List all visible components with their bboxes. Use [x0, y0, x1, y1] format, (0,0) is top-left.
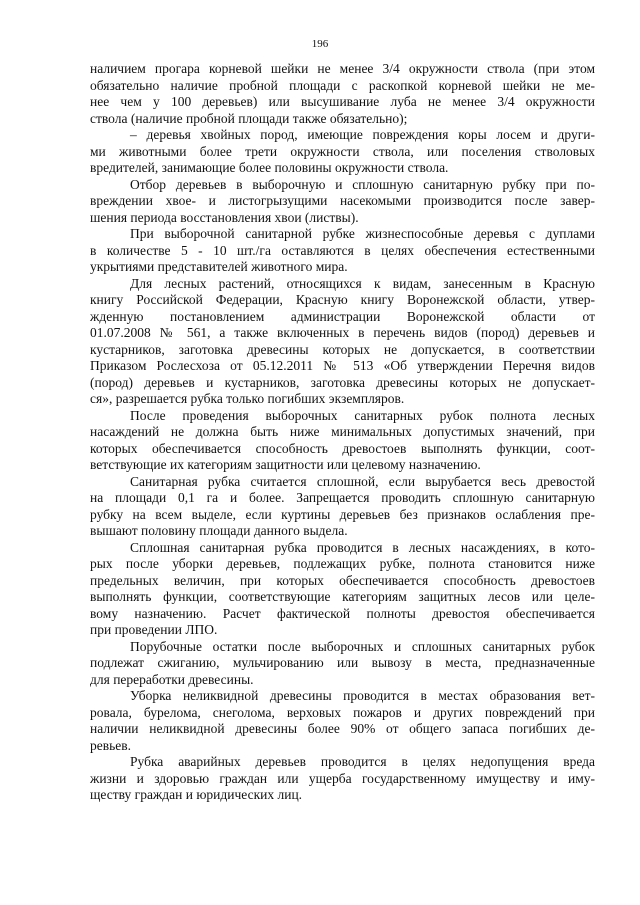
- text-line: подлежат сжиганию, мульчированию или вывозу в места, предназначенные: [90, 655, 595, 670]
- text-line: Для лесных растений, относящихся к видам, занесенным в Красную: [130, 275, 595, 291]
- text-line: предельных величин, при которых обеспечивается способность древостоев: [90, 572, 595, 588]
- text-line: которых обеспечивается способность древостоев выполнять функции, соот-: [90, 440, 595, 456]
- text-line: для переработки древесины.: [90, 671, 254, 687]
- text-line: Приказом Рослесхоза от 05.12.2011 № 513 «Об утверждении Перечня видов: [90, 358, 595, 373]
- text-line: при проведении ЛПО.: [90, 622, 218, 637]
- text-line: наличием прогара корневой шейки не менее 3/4 окружности ствола (при этом: [90, 61, 595, 76]
- text-line: жденную постановлением администрации Воронежской области от: [90, 308, 595, 324]
- text-line: вреждении хвое- и листогрызущими насекомыми производится после завер-: [90, 193, 595, 208]
- text-line: ми животными более трети окружности ствола, или поселения стволовых: [90, 143, 595, 159]
- text-line: После проведения выборочных санитарных рубок полнота лесных: [130, 407, 595, 423]
- text-line: книгу Российской Федерации, Красную книгу Воронежской области, утвер-: [90, 292, 595, 307]
- text-line: Сплошная санитарная рубка проводится в лесных насаждениях, в кото-: [130, 539, 595, 555]
- text-line: вышают половину площади данного выдела.: [90, 523, 348, 538]
- text-line: укрытиями представителей животного мира.: [90, 259, 348, 274]
- text-line: ществу граждан и юридических лиц.: [90, 787, 303, 802]
- text-line: шения периода восстановления хвои (листвы).: [90, 209, 359, 225]
- text-line: кустарников, заготовка древесины которых не допускается, в соответствии: [90, 341, 595, 357]
- page-number: 196: [311, 38, 329, 50]
- text-line: ствола (наличие пробной площади также обязательно);: [90, 110, 408, 126]
- text-line: наличии неликвидной древесины более 90% от общего запаса погибших де-: [90, 721, 595, 736]
- text-line: на площади 0,1 га и более. Запрещается проводить сплошную санитарную: [90, 490, 595, 505]
- text-line: жизни и здоровью граждан или ущерба государственному имуществу и иму-: [90, 770, 595, 786]
- text-line: выполнять функции, соответствующие категориям защитных лесов или целе-: [90, 589, 595, 604]
- text-line: ветствующие их категориям защитности или целевому назначению.: [90, 457, 481, 472]
- text-line: Рубка аварийных деревьев проводится в целях недопущения вреда: [130, 754, 595, 769]
- text-line: При выборочной санитарной рубке жизнеспособные деревья с дуплами: [130, 226, 595, 241]
- text-line: 01.07.2008 № 561, а также включенных в перечень видов (пород) деревьев и: [90, 325, 595, 340]
- text-line: Порубочные остатки после выборочных и сплошных санитарных рубок: [130, 638, 595, 654]
- text-line: (пород) деревьев и кустарников, заготовка древесины которых не допускает-: [90, 374, 595, 390]
- text-line: нее чем у 100 деревьев) или высушивание луба не менее 3/4 окружности: [90, 94, 595, 109]
- text-line: – деревья хвойных пород, имеющие повреждения коры лосем и други-: [130, 127, 595, 142]
- text-line: ся», разрешается рубка только погибших экземпляров.: [90, 391, 405, 406]
- text-line: рых после уборки деревьев, подлежащих рубке, полнота становится ниже: [90, 556, 595, 571]
- text-line: вому назначению. Расчет фактической полноты древостоя обеспечивается: [90, 605, 595, 621]
- text-line: обязательно наличие пробной площади с раскопкой корневой шейки не ме-: [90, 77, 595, 93]
- text-line: вредителей, занимающие более половины окружности ствола.: [90, 160, 449, 175]
- text-line: ровала, бурелома, снеголома, верховых пожаров и других повреждений при: [90, 704, 595, 720]
- text-line: Санитарная рубка считается сплошной, если вырубается весь древостой: [130, 473, 595, 489]
- text-line: насаждений не должна быть ниже минимальных допустимых значений, при: [90, 424, 595, 439]
- text-line: Уборка неликвидной древесины проводится в местах образования вет-: [130, 688, 595, 703]
- body-text: [90, 61, 595, 804]
- text-line: рубку на всем выделе, если куртины деревьев без признаков ослабления пре-: [90, 506, 595, 522]
- text-line: Отбор деревьев в выборочную и сплошную санитарную рубку при по-: [130, 176, 595, 192]
- text-line: в количестве 5 - 10 шт./га оставляются в целях обеспечения естественными: [90, 242, 595, 258]
- text-line: ревьев.: [90, 737, 132, 753]
